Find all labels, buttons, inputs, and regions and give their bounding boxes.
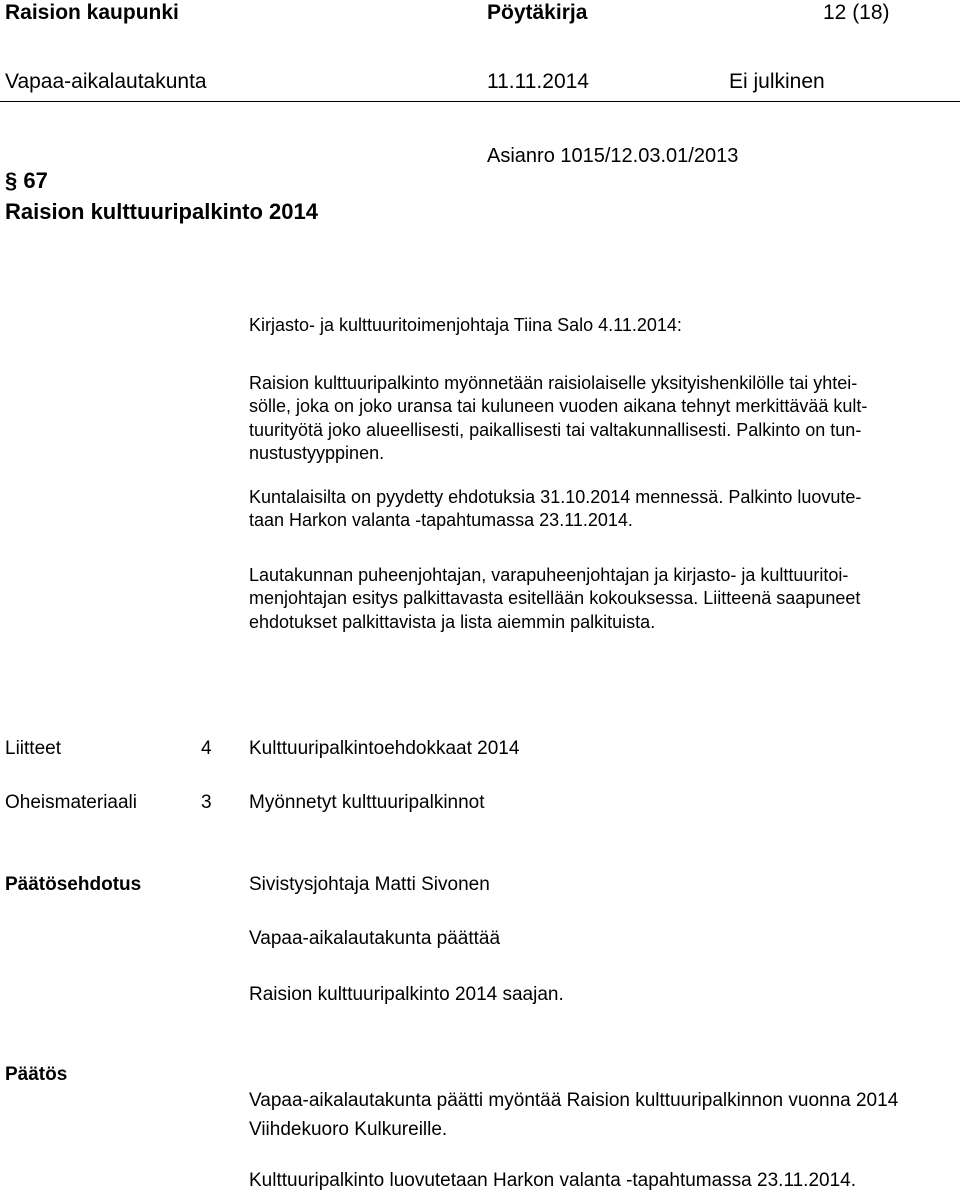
paragraph-line: ehdotukset palkittavista ja lista aiemmin palkituista. — [249, 611, 656, 632]
document-type: Pöytäkirja — [487, 1, 588, 24]
attachments-title: Kulttuuripalkintoehdokkaat 2014 — [249, 738, 520, 759]
decision-line: Vapaa-aikalautakunta päätti myöntää Raision kulttuuripalkinnon vuonna 2014 — [249, 1090, 899, 1111]
preparer-intro: Kirjasto- ja kulttuuritoimenjohtaja Tiina Salo 4.11.2014: — [249, 315, 682, 335]
proposal-line: Vapaa-aikalautakunta päättää — [249, 928, 501, 949]
attachments-count: 4 — [201, 738, 212, 759]
decision-line: Viihdekuoro Kulkureille. — [249, 1119, 448, 1140]
item-title: Raision kulttuuripalkinto 2014 — [5, 199, 318, 224]
section-number: § 67 — [5, 168, 48, 193]
paragraph-line: Lautakunnan puheenjohtajan, varapuheenjohtajan ja kirjasto- ja kulttuuritoi- — [249, 565, 849, 585]
board-name: Vapaa-aikalautakunta — [5, 70, 207, 93]
case-number: Asianro 1015/12.03.01/2013 — [487, 145, 739, 167]
publicity-status: Ei julkinen — [729, 70, 825, 93]
proposal-label: Päätösehdotus — [5, 874, 142, 895]
paragraph-nominations — [249, 486, 954, 533]
paragraph-line: tuurityötä joko alueellisesti, paikallisesti tai valtakunnallisesti. Palkinto on tun- — [249, 419, 862, 440]
paragraph-line: taan Harkon valanta -tapahtumassa 23.11.2014. — [249, 510, 633, 531]
paragraph-line: Kuntalaisilta on pyydetty ehdotuksia 31.10.2014 mennessä. Palkinto luovute- — [249, 487, 862, 507]
proposal-line: Raision kulttuuripalkinto 2014 saajan. — [249, 984, 564, 1005]
paragraph-line: menjohtajan esitys palkittavasta esitellään kokouksessa. Liitteenä saapuneet — [249, 588, 861, 609]
supplementary-title: Myönnetyt kulttuuripalkinnot — [249, 792, 485, 813]
paragraph-award-description — [249, 372, 954, 466]
paragraph-line: Raision kulttuuripalkinto myönnetään raisiolaiselle yksityishenkilölle tai yhtei- — [249, 373, 858, 393]
paragraph-line: sölle, joka on joko uransa tai kuluneen vuoden aikana tehnyt merkittävää kult- — [249, 396, 868, 417]
paragraph-line: nustustyyppinen. — [249, 443, 385, 464]
proposal-presenter: Sivistysjohtaja Matti Sivonen — [249, 874, 490, 895]
decision-label: Päätös — [5, 1064, 68, 1085]
municipality-name: Raision kaupunki — [5, 1, 179, 24]
meeting-date: 11.11.2014 — [487, 70, 589, 93]
decision-line: Kulttuuripalkinto luovutetaan Harkon valanta -tapahtumassa 23.11.2014. — [249, 1170, 856, 1191]
attachments-label: Liitteet — [5, 738, 61, 759]
page-number: 12 (18) — [823, 1, 890, 24]
supplementary-label: Oheismateriaali — [5, 792, 137, 813]
supplementary-count: 3 — [201, 792, 212, 813]
paragraph-proposal-process — [249, 564, 954, 634]
header-divider — [0, 101, 960, 102]
